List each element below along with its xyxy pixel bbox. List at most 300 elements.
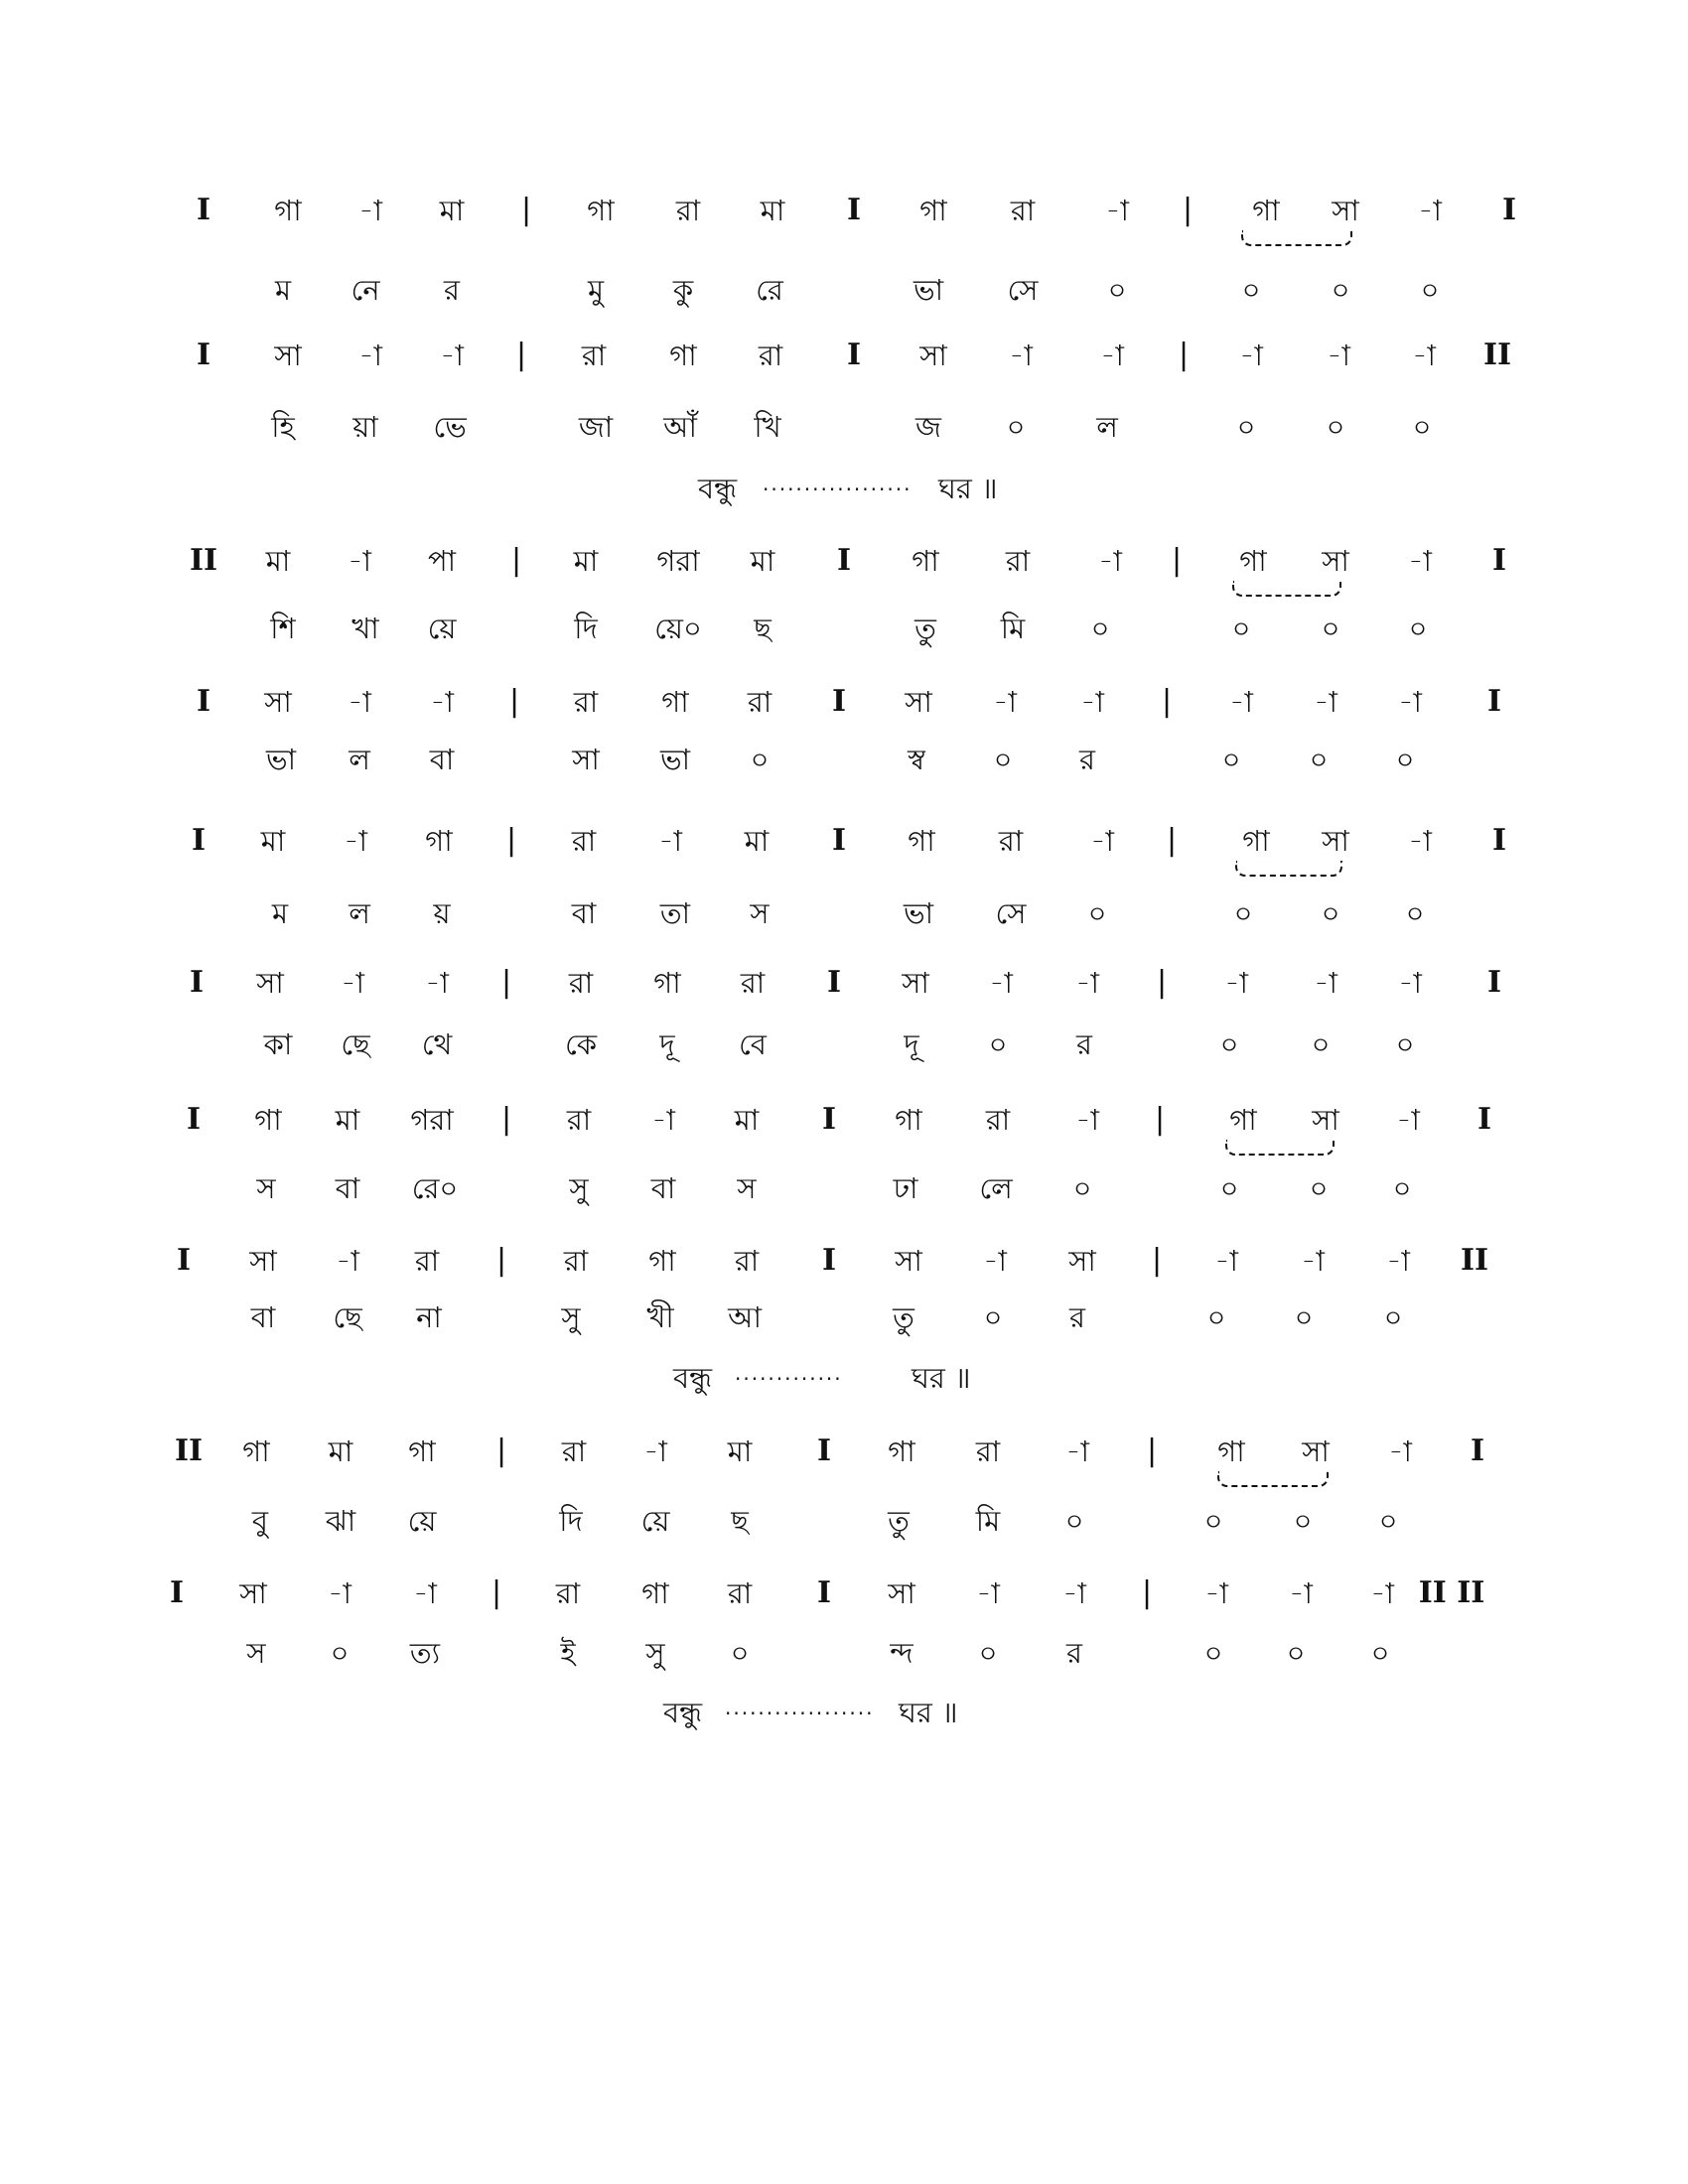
beat-bar: | xyxy=(491,1575,502,1610)
swara-row xyxy=(0,1231,1688,1291)
lyric-syllable: নে xyxy=(351,273,380,307)
swara-note: সা xyxy=(1322,544,1349,578)
lyric-row xyxy=(0,730,1688,789)
swara-note: -া xyxy=(1229,685,1253,719)
lyric-syllable: ম xyxy=(274,273,292,307)
swara-note: রা xyxy=(998,824,1024,858)
refrain-line xyxy=(0,1348,1688,1408)
swara-note: গা xyxy=(1239,544,1267,578)
swara-note: -া xyxy=(1418,194,1442,227)
bar-line-close: I xyxy=(1477,1102,1492,1137)
lyric-syllable: ০ xyxy=(1326,410,1345,444)
swara-note: রা xyxy=(740,966,766,1000)
lyric-syllable: ০ xyxy=(1006,410,1026,444)
lyric-syllable: য় xyxy=(433,896,451,930)
lyric-syllable: ০ xyxy=(1321,896,1340,930)
meend-slur xyxy=(1217,1471,1329,1487)
swara-note: মা xyxy=(744,824,770,858)
lyric-syllable: ০ xyxy=(1309,1171,1329,1205)
bar-line-open: I xyxy=(196,684,211,719)
lyric-row xyxy=(0,1491,1688,1551)
beat-bar: | xyxy=(1156,965,1168,1000)
lyric-syllable: সু xyxy=(645,1636,665,1670)
lyric-syllable: ল xyxy=(349,743,370,776)
swara-note: গা xyxy=(641,1576,669,1610)
lyric-syllable: ০ xyxy=(1392,1171,1412,1205)
lyric-syllable: মু xyxy=(587,273,605,307)
lyric-syllable: জা xyxy=(578,410,614,444)
lyric-syllable: ত্য xyxy=(409,1636,441,1670)
lyric-row xyxy=(0,1159,1688,1218)
lyric-syllable: তু xyxy=(888,1504,910,1538)
swara-note: -া xyxy=(976,1576,1000,1610)
bar-line-close: II xyxy=(1482,338,1512,372)
beat-bar: | xyxy=(1178,338,1190,372)
refrain-line xyxy=(0,1683,1688,1742)
lyric-row xyxy=(0,1623,1688,1683)
swara-note: রা xyxy=(414,1244,440,1278)
lyric-syllable: ০ xyxy=(993,743,1013,776)
swara-note: -া xyxy=(1062,1576,1086,1610)
swara-note: রা xyxy=(758,339,783,372)
swara-note: রা xyxy=(571,824,597,858)
lyric-syllable: র xyxy=(1069,1300,1085,1334)
lyric-row xyxy=(0,884,1688,943)
swara-note: -া xyxy=(1412,339,1436,372)
beat-bar: | xyxy=(500,1102,512,1137)
beat-bar: | xyxy=(1182,193,1194,227)
lyric-syllable: বা xyxy=(571,896,597,930)
bar-line-mid: I xyxy=(816,1575,832,1610)
beat-bar: | xyxy=(495,1433,507,1468)
swara-note: -া xyxy=(358,339,382,372)
bar-line-close: I xyxy=(1486,684,1502,719)
swara-note: -া xyxy=(1239,339,1263,372)
swara-note: -া xyxy=(1065,1434,1089,1468)
swara-note: -া xyxy=(983,1244,1007,1278)
bar-line-close: I xyxy=(1486,965,1502,1000)
swara-note: -া xyxy=(336,1244,359,1278)
swara-note: গা xyxy=(919,194,947,227)
beat-bar: | xyxy=(495,1243,507,1278)
swara-note: গা xyxy=(1217,1434,1245,1468)
swara-note: -া xyxy=(989,966,1013,1000)
lyric-syllable: শি xyxy=(270,612,296,645)
swara-note: মা xyxy=(335,1103,360,1137)
refrain-dots: .................. xyxy=(725,1696,875,1719)
swara-note: মা xyxy=(328,1434,353,1468)
swara-note: মা xyxy=(260,824,286,858)
swara-note: মা xyxy=(727,1434,753,1468)
lyric-syllable: র xyxy=(1079,743,1095,776)
swara-note: গা xyxy=(1252,194,1280,227)
swara-row xyxy=(0,953,1688,1013)
lyric-syllable: ০ xyxy=(1321,612,1340,645)
swara-note: সা xyxy=(1302,1434,1330,1468)
lyric-syllable: হি xyxy=(271,410,295,444)
lyric-syllable: ০ xyxy=(1378,1504,1398,1538)
lyric-syllable: ০ xyxy=(1107,273,1127,307)
lyric-syllable: স xyxy=(750,896,770,930)
lyric-syllable: সে xyxy=(1007,273,1039,307)
lyric-syllable: সে xyxy=(995,896,1027,930)
lyric-syllable: ০ xyxy=(1370,1636,1390,1670)
swara-note: সা xyxy=(902,966,929,1000)
lyric-row xyxy=(0,599,1688,658)
lyric-syllable: ই xyxy=(560,1636,576,1670)
swara-note: রা xyxy=(734,1244,760,1278)
swara-note: -া xyxy=(328,1576,352,1610)
refrain-end: ঘর ॥ xyxy=(912,1361,971,1395)
swara-row xyxy=(0,672,1688,732)
swara-note: সা xyxy=(895,1244,922,1278)
swara-note: সা xyxy=(1068,1244,1096,1278)
swara-note: রা xyxy=(1005,544,1031,578)
bar-line-close: I xyxy=(1491,823,1507,858)
lyric-syllable: ০ xyxy=(1203,1636,1223,1670)
lyric-syllable: না xyxy=(416,1300,442,1334)
beat-bar: | xyxy=(510,543,522,578)
refrain-line xyxy=(0,459,1688,518)
lyric-syllable: জ xyxy=(915,410,941,444)
swara-note: -া xyxy=(425,966,449,1000)
swara-note: সা xyxy=(1322,824,1349,858)
lyric-syllable: মি xyxy=(975,1504,1001,1538)
bar-line-open: I xyxy=(186,1102,202,1137)
beat-bar: | xyxy=(515,338,527,372)
bar-line-close: I xyxy=(1491,543,1507,578)
swara-note: গা xyxy=(425,824,453,858)
lyric-syllable: ০ xyxy=(1090,612,1110,645)
lyric-syllable: দূ xyxy=(904,1027,919,1061)
refrain-start: বন্ধু xyxy=(673,1361,713,1395)
lyric-syllable: ০ xyxy=(1241,273,1261,307)
lyric-syllable: ছে xyxy=(333,1300,362,1334)
swara-note: গা xyxy=(653,966,681,1000)
meend-slur xyxy=(1232,581,1341,597)
swara-note: গা xyxy=(895,1103,922,1137)
lyric-syllable: ০ xyxy=(1405,896,1425,930)
lyric-row xyxy=(0,260,1688,320)
bar-line-close: II xyxy=(1460,1243,1489,1278)
bar-line-open: I xyxy=(189,965,205,1000)
lyric-syllable: য়ে০ xyxy=(654,612,702,645)
beat-bar: | xyxy=(1146,1433,1158,1468)
lyric-syllable: সু xyxy=(569,1171,589,1205)
lyric-syllable: য়া xyxy=(352,410,378,444)
swara-row xyxy=(0,181,1688,240)
bar-line-open: II xyxy=(189,543,218,578)
lyric-syllable: আঁ xyxy=(663,410,697,444)
lyric-syllable: তা xyxy=(659,896,691,930)
swara-note: -া xyxy=(1009,339,1033,372)
meend-slur xyxy=(1235,861,1342,877)
bar-line-mid: I xyxy=(836,543,852,578)
swara-note: -া xyxy=(658,824,682,858)
swara-note: -া xyxy=(1204,1576,1228,1610)
beat-bar: | xyxy=(520,193,532,227)
lyric-syllable: ০ xyxy=(1294,1300,1314,1334)
lyric-syllable: তু xyxy=(893,1300,914,1334)
swara-note: -া xyxy=(1301,1244,1325,1278)
swara-note: সা xyxy=(264,685,292,719)
swara-note: গা xyxy=(888,1434,915,1468)
swara-note: -া xyxy=(1224,966,1248,1000)
swara-note: গা xyxy=(669,339,697,372)
swara-row xyxy=(0,1564,1688,1623)
lyric-syllable: ০ xyxy=(1286,1636,1306,1670)
lyric-row xyxy=(0,1288,1688,1347)
swara-note: গরা xyxy=(410,1103,454,1137)
swara-note: মা xyxy=(734,1103,760,1137)
bar-line-open: I xyxy=(176,1243,192,1278)
swara-note: গা xyxy=(1242,824,1270,858)
swara-note: রা xyxy=(568,966,594,1000)
swara-note: গা xyxy=(648,1244,676,1278)
swara-note: সা xyxy=(1312,1103,1339,1137)
swara-row xyxy=(0,531,1688,591)
swara-note: গা xyxy=(908,824,935,858)
lyric-syllable: ০ xyxy=(1395,1027,1415,1061)
swara-note: -া xyxy=(643,1434,667,1468)
lyric-syllable: ভা xyxy=(913,273,944,307)
lyric-syllable: ০ xyxy=(1064,1504,1084,1538)
lyric-syllable: ০ xyxy=(330,1636,350,1670)
lyric-syllable: ঢা xyxy=(893,1171,918,1205)
swara-note: -া xyxy=(348,544,371,578)
swara-note: রা xyxy=(555,1576,581,1610)
beat-bar: | xyxy=(508,684,520,719)
swara-note: গা xyxy=(274,194,302,227)
lyric-syllable: খি xyxy=(754,410,781,444)
lyric-syllable: রে xyxy=(756,273,783,307)
bar-line-mid: I xyxy=(816,1433,832,1468)
swara-note: গা xyxy=(408,1434,436,1468)
meend-slur xyxy=(1225,1140,1335,1156)
swara-note: -া xyxy=(1289,1576,1313,1610)
swara-row xyxy=(0,1090,1688,1150)
lyric-syllable: ০ xyxy=(1219,1027,1239,1061)
lyric-syllable: তু xyxy=(914,612,936,645)
swara-note: -া xyxy=(1098,544,1122,578)
lyric-syllable: বা xyxy=(429,743,455,776)
swara-note: -া xyxy=(1408,544,1432,578)
lyric-syllable: ০ xyxy=(1331,273,1350,307)
refrain-end: ঘর ॥ xyxy=(899,1696,958,1729)
swara-note: -া xyxy=(651,1103,675,1137)
swara-note: রা xyxy=(747,685,773,719)
swara-note: -া xyxy=(1370,1576,1394,1610)
swara-note: সা xyxy=(256,966,284,1000)
swara-note: -া xyxy=(1398,685,1422,719)
swara-row xyxy=(0,326,1688,385)
lyric-syllable: ভা xyxy=(659,743,691,776)
swara-note: গা xyxy=(254,1103,282,1137)
lyric-syllable: খা xyxy=(352,612,379,645)
bar-line-close: II II xyxy=(1418,1575,1485,1610)
swara-note: গা xyxy=(242,1434,270,1468)
swara-note: গা xyxy=(912,544,939,578)
swara-note: রা xyxy=(1010,194,1036,227)
lyric-syllable: কা xyxy=(263,1027,293,1061)
swara-note: সা xyxy=(919,339,947,372)
meend-slur xyxy=(1241,230,1352,246)
swara-note: রা xyxy=(561,1434,587,1468)
lyric-syllable: কে xyxy=(564,1027,598,1061)
swara-note: -া xyxy=(993,685,1017,719)
swara-note: সা xyxy=(239,1576,267,1610)
lyric-syllable: দি xyxy=(559,1504,583,1538)
lyric-syllable: স xyxy=(246,1636,266,1670)
lyric-syllable: য়ে xyxy=(427,612,457,645)
swara-note: গরা xyxy=(656,544,700,578)
swara-note: রা xyxy=(566,1103,592,1137)
lyric-syllable: সা xyxy=(572,743,600,776)
lyric-syllable: ০ xyxy=(1311,1027,1331,1061)
swara-note: গা xyxy=(1229,1103,1257,1137)
swara-note: -া xyxy=(1080,685,1104,719)
lyric-row xyxy=(0,1015,1688,1074)
swara-row xyxy=(0,1422,1688,1481)
lyric-syllable: ০ xyxy=(1293,1504,1313,1538)
lyric-syllable: ০ xyxy=(1420,273,1440,307)
lyric-syllable: ০ xyxy=(1233,896,1253,930)
lyric-syllable: ০ xyxy=(1236,410,1256,444)
lyric-syllable: স xyxy=(737,1171,757,1205)
swara-note: -া xyxy=(413,1576,437,1610)
lyric-syllable: বু xyxy=(251,1504,269,1538)
lyric-syllable: খী xyxy=(646,1300,674,1334)
swara-note: রা xyxy=(727,1576,753,1610)
bar-line-mid: I xyxy=(846,193,862,227)
lyric-syllable: ০ xyxy=(1383,1300,1403,1334)
swara-note: রা xyxy=(975,1434,1001,1468)
lyric-syllable: ম xyxy=(271,896,289,930)
swara-note: -া xyxy=(1408,824,1432,858)
refrain-start: বন্ধু xyxy=(663,1696,703,1729)
swara-note: -া xyxy=(1105,194,1129,227)
lyric-syllable: ০ xyxy=(750,743,770,776)
beat-bar: | xyxy=(505,823,517,858)
beat-bar: | xyxy=(1151,1243,1163,1278)
swara-note: রা xyxy=(675,194,701,227)
bar-line-open: II xyxy=(174,1433,204,1468)
swara-note: -া xyxy=(440,339,464,372)
lyric-syllable: ০ xyxy=(1219,1171,1239,1205)
lyric-syllable: ভা xyxy=(903,896,934,930)
swara-note: -া xyxy=(348,685,371,719)
lyric-syllable: ০ xyxy=(1206,1300,1226,1334)
refrain-start: বন্ধু xyxy=(698,472,738,505)
lyric-syllable: সু xyxy=(561,1300,581,1334)
swara-note: মা xyxy=(265,544,291,578)
lyric-syllable: মি xyxy=(1000,612,1026,645)
lyric-syllable: ০ xyxy=(1221,743,1241,776)
swara-note: -া xyxy=(430,685,454,719)
swara-note: গা xyxy=(587,194,615,227)
lyric-syllable: য়ে xyxy=(407,1504,437,1538)
swara-note: -া xyxy=(1214,1244,1238,1278)
swara-note: -া xyxy=(1075,966,1099,1000)
lyric-syllable: ০ xyxy=(1231,612,1251,645)
swara-note: সা xyxy=(274,339,302,372)
lyric-syllable: বা xyxy=(650,1171,676,1205)
beat-bar: | xyxy=(1166,823,1178,858)
beat-bar: | xyxy=(500,965,512,1000)
refrain-end: ঘর ॥ xyxy=(938,472,998,505)
swara-note: মা xyxy=(750,544,775,578)
swara-note: মা xyxy=(439,194,465,227)
swara-note: -া xyxy=(1388,1434,1412,1468)
bar-line-mid: I xyxy=(821,1243,837,1278)
lyric-syllable: ল xyxy=(1096,410,1118,444)
refrain-dots: ............. xyxy=(735,1361,843,1385)
swara-note: রা xyxy=(563,1244,589,1278)
lyric-syllable: দূ xyxy=(659,1027,675,1061)
swara-note: গা xyxy=(661,685,689,719)
lyric-syllable: ০ xyxy=(978,1636,998,1670)
bar-line-open: I xyxy=(196,338,211,372)
swara-note: সা xyxy=(888,1576,915,1610)
swara-note: রা xyxy=(581,339,607,372)
swara-note: -া xyxy=(1100,339,1124,372)
bar-line-close: I xyxy=(1470,1433,1485,1468)
lyric-syllable: স্ব xyxy=(908,743,925,776)
swara-note: সা xyxy=(905,685,932,719)
swara-note: -া xyxy=(1075,1103,1099,1137)
lyric-syllable: ০ xyxy=(730,1636,750,1670)
beat-bar: | xyxy=(1161,684,1173,719)
swara-note: মা xyxy=(760,194,785,227)
bar-line-open: I xyxy=(169,1575,185,1610)
lyric-row xyxy=(0,397,1688,457)
bar-line-mid: I xyxy=(821,1102,837,1137)
lyric-syllable: ছে xyxy=(341,1027,370,1061)
lyric-syllable: ০ xyxy=(1408,612,1428,645)
swara-note: পা xyxy=(427,544,457,578)
lyric-syllable: ০ xyxy=(983,1300,1003,1334)
swara-note: -া xyxy=(358,194,382,227)
bar-line-mid: I xyxy=(831,823,847,858)
swara-note: -া xyxy=(1398,966,1422,1000)
lyric-syllable: ০ xyxy=(1412,410,1432,444)
swara-note: -া xyxy=(1314,966,1337,1000)
lyric-syllable: ০ xyxy=(1395,743,1415,776)
swara-note: -া xyxy=(1396,1103,1420,1137)
beat-bar: | xyxy=(1154,1102,1166,1137)
bar-line-close: I xyxy=(1501,193,1517,227)
lyric-syllable: য়ে xyxy=(640,1504,670,1538)
swara-note: -া xyxy=(1090,824,1114,858)
swara-note: মা xyxy=(573,544,599,578)
bar-line-mid: I xyxy=(846,338,862,372)
lyric-syllable: ০ xyxy=(1203,1504,1223,1538)
lyric-syllable: ল xyxy=(349,896,370,930)
swara-note: সা xyxy=(1332,194,1359,227)
lyric-syllable: ভা xyxy=(265,743,297,776)
lyric-syllable: স xyxy=(256,1171,276,1205)
lyric-syllable: ০ xyxy=(1072,1171,1092,1205)
swara-note: -া xyxy=(1314,685,1337,719)
lyric-syllable: দি xyxy=(574,612,598,645)
lyric-syllable: ছ xyxy=(731,1504,749,1538)
lyric-syllable: ন্দ xyxy=(890,1636,914,1670)
lyric-syllable: বে xyxy=(739,1027,767,1061)
swara-note: সা xyxy=(249,1244,277,1278)
lyric-syllable: র xyxy=(1076,1027,1092,1061)
swara-row xyxy=(0,811,1688,871)
bar-line-open: I xyxy=(196,193,211,227)
